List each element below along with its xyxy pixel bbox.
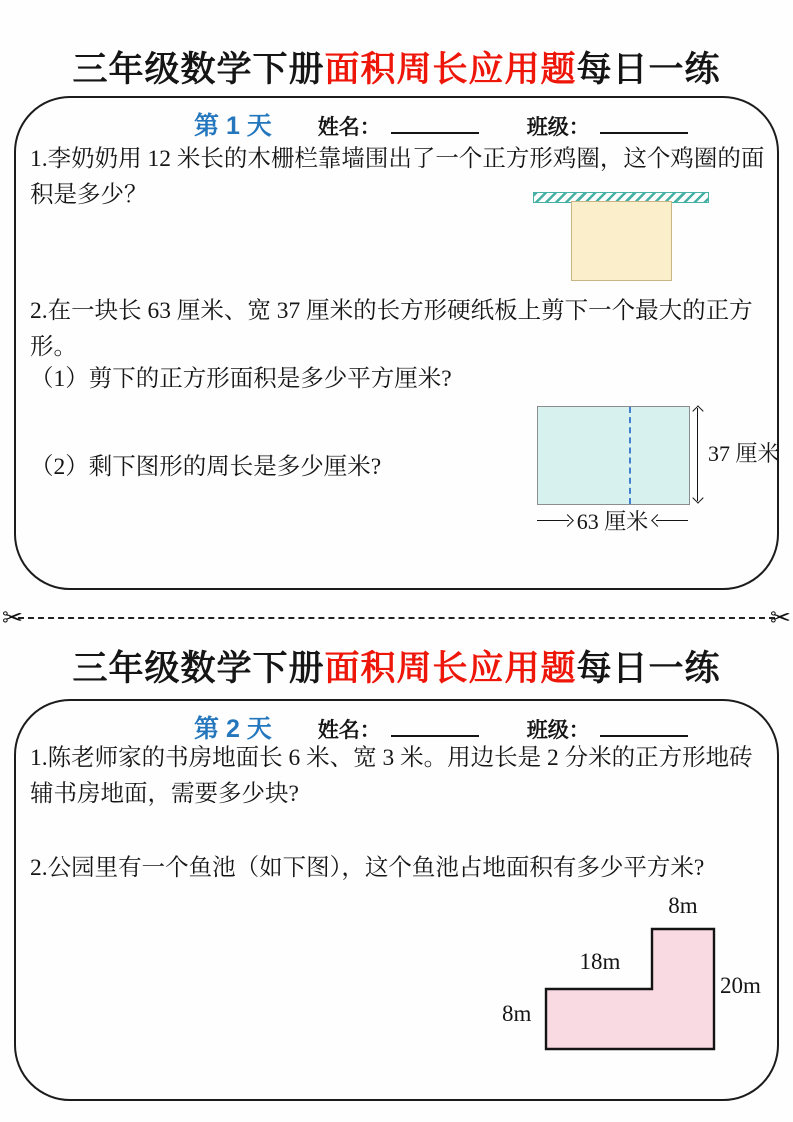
board-width-label: 63 厘米 [576,508,649,534]
day1-problem2-text: 2.在一块长 63 厘米、宽 37 厘米的长方形硬纸板上剪下一个最大的正方形。 [30,298,753,360]
fold-dashed-line [629,407,631,504]
worksheet-title-day2 [0,641,793,691]
pond-left-label: 8m [502,1001,532,1026]
day1-problem2-q2: （2）剩下图形的周长是多少厘米? [30,454,382,480]
day1-label: 第 1 天 [194,112,272,140]
day2-label: 第 2 天 [194,715,272,743]
day1-problem2-diagram [500,393,793,541]
scissors-icon: ✂ [770,604,791,632]
day1-name-label: 姓名： [317,116,381,139]
board-height-label: 37 厘米 [708,441,780,466]
day1-header [194,106,688,142]
title-prefix: 三年级数学下册 [72,649,325,688]
chicken-pen-square [571,201,672,281]
cardboard-rectangle [537,406,690,505]
width-dimension-arrow [537,505,688,535]
pond-top-label: 8m [668,893,698,918]
day2-problem2-diagram [488,893,793,1061]
scissors-icon: ✂ [2,604,23,632]
day2-problem2-text: 2.公园里有一个鱼池（如下图），这个鱼池占地面积有多少平方米? [30,855,705,881]
day2-section-box [14,699,779,1101]
day2-class-blank [600,713,688,737]
pond-right-label: 20m [720,973,761,998]
title-suffix: 每日一练 [576,50,721,89]
worksheet-title-day1 [0,42,793,92]
day2-class-label: 班级： [526,719,590,742]
title-suffix: 每日一练 [576,649,721,688]
day1-name-blank [391,110,479,134]
title-highlight: 面积周长应用题 [324,50,577,89]
day2-header [194,709,688,745]
day2-name-blank [391,713,479,737]
cut-here-line [2,600,791,636]
day1-class-blank [600,110,688,134]
title-highlight: 面积周长应用题 [324,649,577,688]
arrow-left-icon [651,514,664,527]
day1-section-box [14,96,779,590]
dashed-cut-line [18,617,775,619]
day2-problem1-text: 1.陈老师家的书房地面长 6 米、宽 3 米。用边长是 2 分米的正方形地砖辅书房地面，需要多少块? [30,745,753,807]
title-prefix: 三年级数学下册 [72,50,325,89]
day1-class-label: 班级： [526,116,590,139]
day1-problem2-q1: （1）剪下的正方形面积是多少平方厘米? [30,366,452,392]
day2-name-label: 姓名： [317,719,381,742]
height-dimension-arrow [692,406,704,503]
arrow-down-icon [692,492,703,503]
pond-middle-label: 18m [579,949,621,974]
day1-problem1-text: 1.李奶奶用 12 米长的木栅栏靠墙围出了一个正方形鸡圈，这个鸡圈的面积是多少？ [30,146,765,208]
day1-problem1-diagram [520,186,730,286]
